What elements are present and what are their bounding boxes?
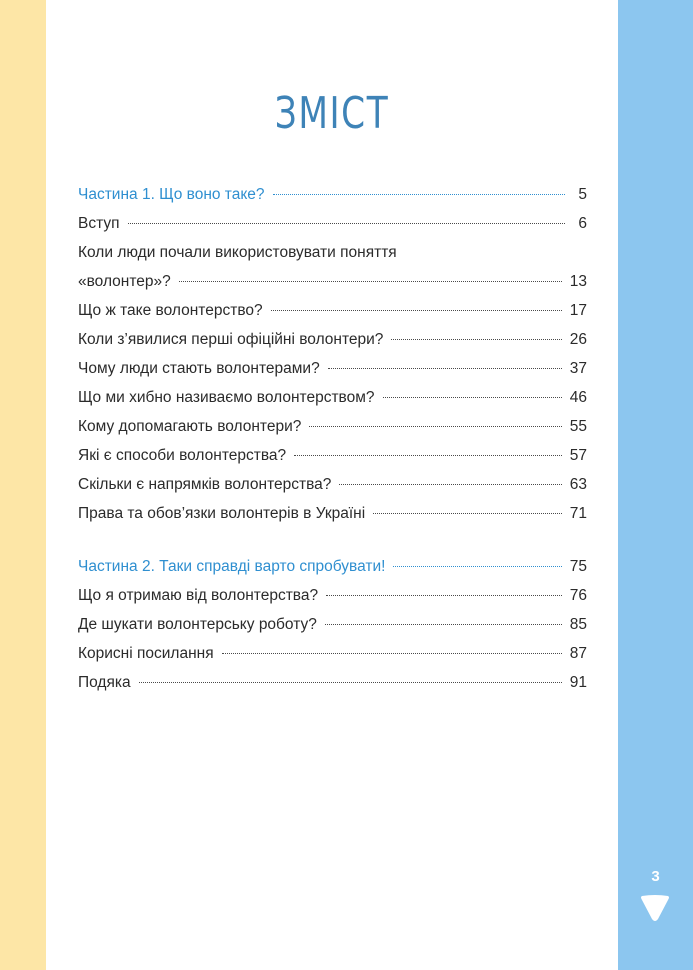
toc-leader-dots — [339, 484, 561, 485]
toc-entry-thanks[interactable] — [78, 668, 587, 697]
toc-entry-page: 76 — [569, 587, 587, 604]
toc-entry-page: 26 — [569, 331, 587, 348]
toc-entry-intro[interactable] — [78, 209, 587, 238]
toc-entry-page: 63 — [569, 476, 587, 493]
toc-leader-dots — [271, 310, 562, 311]
toc-entry-text: Що ж таке волонтерство? — [78, 302, 263, 319]
toc-entry-where-to-find[interactable] — [78, 610, 587, 639]
toc-entry-volunteer-term[interactable] — [78, 238, 587, 296]
toc-entry-why-volunteer[interactable] — [78, 354, 587, 383]
toc-entry-misconceptions[interactable] — [78, 383, 587, 412]
toc-entry-page: 87 — [569, 645, 587, 662]
toc-entry-page: 6 — [578, 215, 587, 232]
toc-entry-text: Де шукати волонтерську роботу? — [78, 616, 317, 633]
table-of-contents — [78, 180, 587, 697]
toc-part1-heading[interactable] — [78, 180, 587, 209]
toc-entry-page: 46 — [569, 389, 587, 406]
toc-entry-page: 71 — [569, 505, 587, 522]
toc-entry-page: 13 — [569, 273, 587, 290]
toc-leader-dots — [391, 339, 561, 340]
toc-part1-heading-page: 5 — [578, 186, 587, 203]
toc-leader-dots — [326, 595, 562, 596]
toc-entry-text: Подяка — [78, 674, 131, 691]
toc-entry-page: 57 — [569, 447, 587, 464]
toc-entry-page: 85 — [569, 616, 587, 633]
toc-entry-page: 91 — [569, 674, 587, 691]
toc-entry-text: Які є способи волонтерства? — [78, 447, 287, 464]
toc-leader-dots — [328, 368, 562, 369]
toc-leader-dots — [393, 566, 561, 567]
toc-entry-text: «волонтер»? — [78, 273, 171, 290]
toc-entry-text: Чому люди стають волонтерами? — [78, 360, 320, 377]
triangle-down-icon — [638, 893, 672, 923]
page-number: 3 — [651, 868, 660, 885]
toc-leader-dots — [373, 513, 562, 514]
toc-part1-heading-text: Частина 1. Що воно таке? — [78, 186, 265, 203]
toc-entry-first-volunteers[interactable] — [78, 325, 587, 354]
toc-entry-text: Що я отримаю від волонтерства? — [78, 587, 319, 604]
toc-part2-heading-page: 75 — [569, 558, 587, 575]
right-blue-stripe — [618, 0, 693, 970]
toc-leader-dots — [294, 455, 562, 456]
left-yellow-stripe — [0, 0, 46, 970]
toc-entry-text: Вступ — [78, 215, 120, 232]
toc-entry-text: Кому допомагають волонтери? — [78, 418, 302, 435]
toc-entry-text-line1: Коли люди почали використовувати поняття — [78, 244, 397, 261]
toc-entry-who-they-help[interactable] — [78, 412, 587, 441]
toc-entry-page: 55 — [569, 418, 587, 435]
toc-entry-ways[interactable] — [78, 441, 587, 470]
toc-part2-heading[interactable] — [78, 552, 587, 581]
page-title: ЗМІСТ — [274, 88, 390, 139]
toc-leader-dots — [222, 653, 562, 654]
toc-leader-dots — [309, 426, 561, 427]
toc-leader-dots — [325, 624, 562, 625]
toc-entry-text: Що ми хибно називаємо волонтерством? — [78, 389, 375, 406]
toc-entry-what-is-volunteering[interactable] — [78, 296, 587, 325]
section-gap — [78, 528, 587, 552]
toc-entry-text: Корисні посилання — [78, 645, 214, 662]
toc-entry-directions[interactable] — [78, 470, 587, 499]
toc-entry-useful-links[interactable] — [78, 639, 587, 668]
toc-part2-heading-text: Частина 2. Таки справді варто спробувати! — [78, 558, 386, 575]
toc-entry-rights-duties[interactable] — [78, 499, 587, 528]
toc-leader-dots — [128, 223, 565, 224]
toc-leader-dots — [273, 194, 565, 195]
toc-leader-dots — [139, 682, 562, 683]
toc-entry-text: Права та обов’язки волонтерів в Україні — [78, 505, 366, 522]
toc-entry-text: Коли з’явилися перші офіційні волонтери? — [78, 331, 384, 348]
toc-leader-dots — [383, 397, 562, 398]
toc-entry-page: 17 — [569, 302, 587, 319]
toc-entry-page: 37 — [569, 360, 587, 377]
toc-entry-text: Скільки є напрямків волонтерства? — [78, 476, 332, 493]
toc-entry-benefits[interactable] — [78, 581, 587, 610]
toc-leader-dots — [179, 281, 562, 282]
